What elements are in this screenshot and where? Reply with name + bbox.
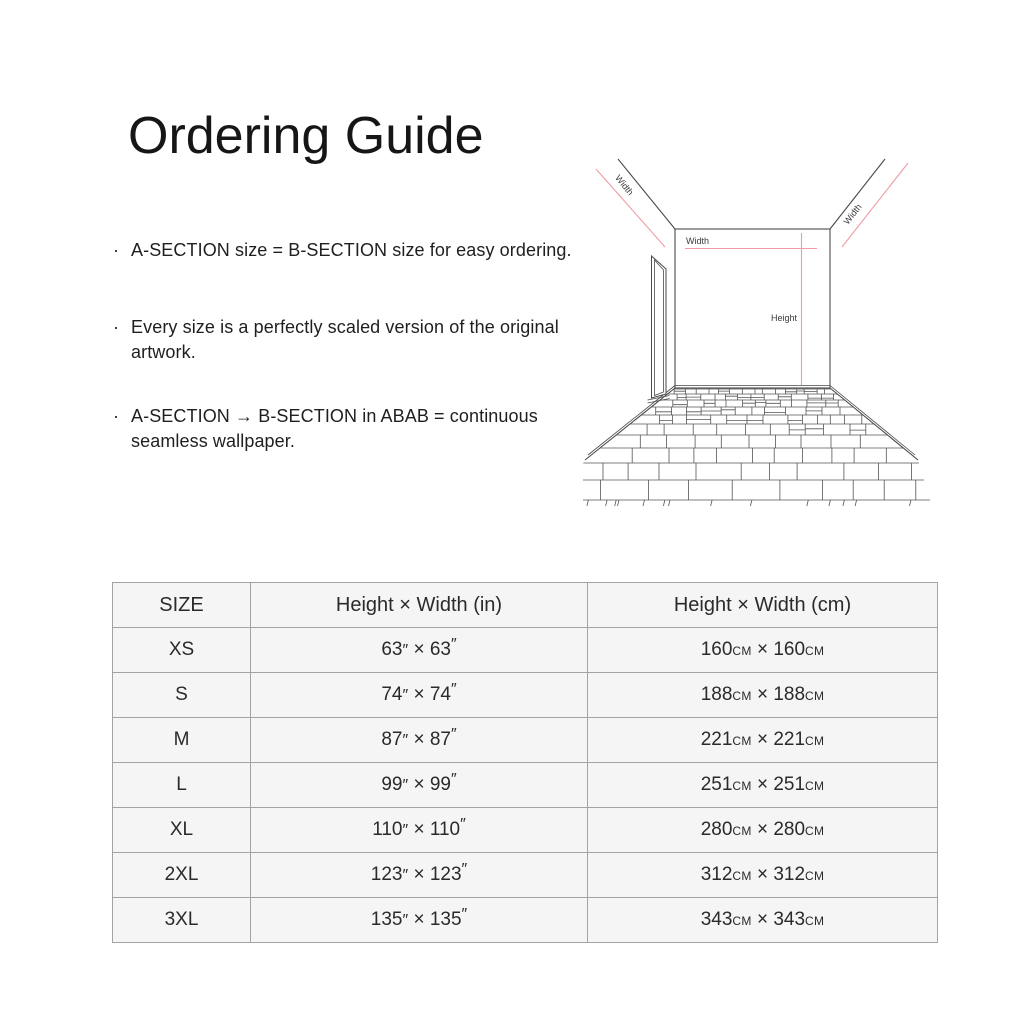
size-table-body [113,628,938,943]
left-wall-width-label: Width [613,173,636,198]
table-row [113,718,938,763]
room-illustration [575,130,995,520]
cm-cell: 312CM × 312CM [588,853,938,898]
dimension-lines [596,163,908,385]
bullet-item [113,404,603,454]
inches-cell: 135″ × 135″ [251,898,588,943]
inches-cell: 99″ × 99″ [251,763,588,808]
inches-cell: 123″ × 123″ [251,853,588,898]
page-title: Ordering Guide [128,107,484,165]
size-cell: S [113,673,251,718]
right-wall-width-label: Width [841,202,864,227]
bullet-marker: · [113,240,119,260]
bullet-item [113,238,603,263]
bullet-marker: · [113,406,119,426]
bullet-list [113,238,603,506]
table-row [113,853,938,898]
bullet-text: A-SECTION size = B-SECTION size for easy ordering. [131,240,572,260]
cm-cell: 251CM × 251CM [588,763,938,808]
table-row [113,673,938,718]
size-cell: XS [113,628,251,673]
bullet-text: Every size is a perfectly scaled version of the original artwork. [131,317,559,362]
door [648,256,670,403]
size-cell: 3XL [113,898,251,943]
size-cell: M [113,718,251,763]
header-size: SIZE [113,583,251,628]
table-header-row [113,583,938,628]
table-row [113,628,938,673]
table-row [113,763,938,808]
bullet-text: A-SECTION → B-SECTION in ABAB = continuous seamless wallpaper. [131,406,538,451]
back-wall-height-label: Height [771,313,798,323]
inches-cell: 63″ × 63″ [251,628,588,673]
cm-cell: 188CM × 188CM [588,673,938,718]
bullet-item [113,315,603,365]
size-table [112,582,938,943]
table-row [113,898,938,943]
room-illustration-svg [575,130,995,520]
table-row [113,808,938,853]
size-cell: 2XL [113,853,251,898]
cm-cell: 221CM × 221CM [588,718,938,763]
cm-cell: 343CM × 343CM [588,898,938,943]
back-wall-width-label: Width [686,236,710,246]
inches-cell: 74″ × 74″ [251,673,588,718]
size-cell: XL [113,808,251,853]
inches-cell: 110″ × 110″ [251,808,588,853]
cm-cell: 160CM × 160CM [588,628,938,673]
size-cell: L [113,763,251,808]
header-inches: Height × Width (in) [251,583,588,628]
inches-cell: 87″ × 87″ [251,718,588,763]
cm-cell: 280CM × 280CM [588,808,938,853]
header-cm: Height × Width (cm) [588,583,938,628]
floor-parquet [583,389,930,506]
bullet-marker: · [113,317,119,337]
